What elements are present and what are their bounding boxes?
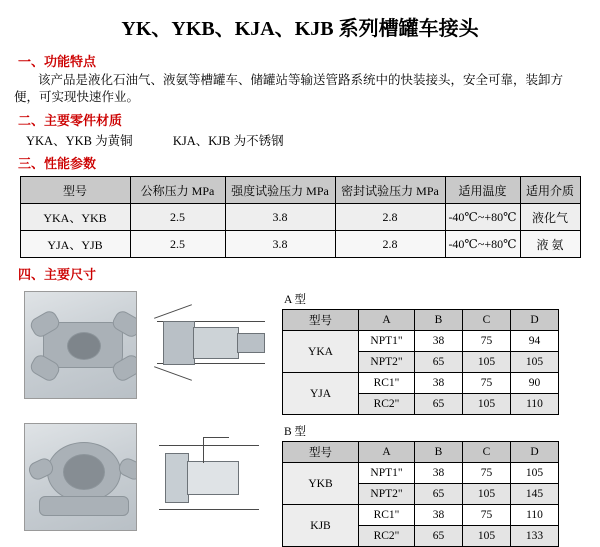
technical-drawing-b — [143, 423, 272, 529]
dimension-table-a — [282, 309, 559, 415]
dim-b-cell: 133 — [511, 526, 559, 547]
dim-b-header-cell: C — [463, 442, 511, 463]
dim-a-cell: 65 — [415, 352, 463, 373]
spec-header-cell: 适用介质 — [520, 177, 580, 204]
spec-cell: 3.8 — [225, 231, 335, 258]
drawing-mid-a — [193, 327, 239, 359]
spec-cell: YKA、YKB — [20, 204, 130, 231]
dimension-row-b — [0, 423, 600, 547]
dim-a-header-cell: C — [463, 310, 511, 331]
section-heading-performance: 三、性能参数 — [18, 156, 97, 171]
materials-left: YKA、YKB 为黄铜 — [26, 134, 133, 148]
table-row — [20, 231, 580, 258]
drawing-lever-a — [154, 304, 192, 319]
dim-b-model: KJB — [283, 505, 359, 547]
section-heading-dimensions: 四、主要尺寸 — [18, 267, 97, 282]
dim-b-header-cell: B — [415, 442, 463, 463]
drawing-lever-a2 — [154, 366, 192, 381]
dim-b-cell: NPT1" — [359, 463, 415, 484]
dim-b-cell: 75 — [463, 463, 511, 484]
dim-b-cell: 65 — [415, 526, 463, 547]
materials-right: KJA、KJB 为不锈钢 — [172, 134, 284, 148]
type-b-image-row — [0, 423, 272, 531]
dim-b-cell: 105 — [463, 484, 511, 505]
drawing-stem-b — [203, 437, 204, 463]
spec-cell: 液化气 — [520, 204, 580, 231]
table-row — [283, 331, 559, 352]
dim-b-cell: 38 — [415, 463, 463, 484]
features-text: 该产品是液化石油气、液氨等槽罐车、储罐站等输送管路系统中的快装接头，安全可靠，装卸方便，可实现快速作业。 — [14, 73, 564, 104]
type-a-images — [0, 291, 272, 399]
dim-b-model: YKB — [283, 463, 359, 505]
spec-cell: -40℃~+80℃ — [445, 231, 520, 258]
dim-a-cell: 75 — [463, 331, 511, 352]
type-a-image-row — [0, 291, 272, 399]
dim-a-cell: RC1" — [359, 373, 415, 394]
dim-b-cell: 105 — [463, 526, 511, 547]
drawing-line-b2 — [159, 509, 259, 510]
spec-cell: 液 氨 — [520, 231, 580, 258]
technical-drawing-a — [143, 291, 272, 397]
dim-a-header-cell: B — [415, 310, 463, 331]
dim-a-header-cell: A — [359, 310, 415, 331]
type-b-table-block — [282, 423, 559, 547]
photo-bore-a — [67, 332, 101, 360]
photo-base-b — [39, 496, 129, 516]
spec-cell: 2.8 — [335, 231, 445, 258]
dimension-row-a — [0, 291, 600, 415]
type-b-images — [0, 423, 272, 531]
page-title: YK、YKB、KJA、KJB 系列槽罐车接头 — [121, 18, 479, 40]
table-row — [283, 373, 559, 394]
dim-b-cell: 105 — [511, 463, 559, 484]
spec-header-cell: 密封试验压力 MPa — [335, 177, 445, 204]
dim-a-cell: NPT1" — [359, 331, 415, 352]
table-header-row — [283, 310, 559, 331]
drawing-line-b1 — [159, 445, 259, 446]
table-row — [283, 463, 559, 484]
dim-a-model: YKA — [283, 331, 359, 373]
drawing-arm-b — [203, 437, 229, 438]
dim-a-cell: 105 — [463, 352, 511, 373]
table-header-row — [20, 177, 580, 204]
materials-line — [26, 131, 600, 149]
product-photo-a — [24, 291, 137, 399]
dim-b-header-cell: A — [359, 442, 415, 463]
dim-a-header-cell: D — [511, 310, 559, 331]
dim-a-header-cell: 型号 — [283, 310, 359, 331]
dim-a-cell: 105 — [463, 394, 511, 415]
dim-a-cell: 110 — [511, 394, 559, 415]
drawing-body-b — [187, 461, 239, 495]
dim-a-cell: 65 — [415, 394, 463, 415]
performance-table — [20, 176, 581, 258]
spec-header-cell: 适用温度 — [445, 177, 520, 204]
dim-a-cell: 90 — [511, 373, 559, 394]
dim-a-cell: 75 — [463, 373, 511, 394]
table-row — [283, 505, 559, 526]
spec-cell: 3.8 — [225, 204, 335, 231]
table-row — [20, 204, 580, 231]
dimension-table-b — [282, 441, 559, 547]
drawing-body-a — [163, 321, 195, 365]
type-b-label: B 型 — [284, 426, 307, 438]
dim-a-cell: NPT2" — [359, 352, 415, 373]
dim-b-cell: 110 — [511, 505, 559, 526]
dim-b-cell: 38 — [415, 505, 463, 526]
dim-a-cell: 38 — [415, 331, 463, 352]
spec-cell: YJA、YJB — [20, 231, 130, 258]
dimensions-section — [0, 291, 600, 547]
dim-b-cell: 145 — [511, 484, 559, 505]
photo-bore-b — [63, 454, 105, 490]
dim-b-cell: RC2" — [359, 526, 415, 547]
table-header-row — [283, 442, 559, 463]
dim-a-cell: 94 — [511, 331, 559, 352]
type-a-label: A 型 — [284, 294, 307, 306]
drawing-nose-a — [237, 333, 265, 353]
dim-b-cell: RC1" — [359, 505, 415, 526]
spec-cell: 2.8 — [335, 204, 445, 231]
product-photo-b — [24, 423, 137, 531]
spec-header-cell: 公称压力 MPa — [130, 177, 225, 204]
spec-header-cell: 强度试验压力 MPa — [225, 177, 335, 204]
dim-a-cell: 105 — [511, 352, 559, 373]
type-a-table-block — [282, 291, 559, 415]
dim-b-cell: 65 — [415, 484, 463, 505]
dim-a-model: YJA — [283, 373, 359, 415]
dim-a-cell: RC2" — [359, 394, 415, 415]
dim-b-header-cell: D — [511, 442, 559, 463]
spec-cell: -40℃~+80℃ — [445, 204, 520, 231]
dim-b-header-cell: 型号 — [283, 442, 359, 463]
dim-a-cell: 38 — [415, 373, 463, 394]
drawing-flange-b — [165, 453, 189, 503]
dim-b-cell: NPT2" — [359, 484, 415, 505]
spec-header-cell: 型号 — [20, 177, 130, 204]
dim-b-cell: 75 — [463, 505, 511, 526]
section-heading-materials: 二、主要零件材质 — [18, 113, 123, 128]
spec-cell: 2.5 — [130, 204, 225, 231]
spec-cell: 2.5 — [130, 231, 225, 258]
section-heading-features: 一、功能特点 — [18, 54, 97, 69]
